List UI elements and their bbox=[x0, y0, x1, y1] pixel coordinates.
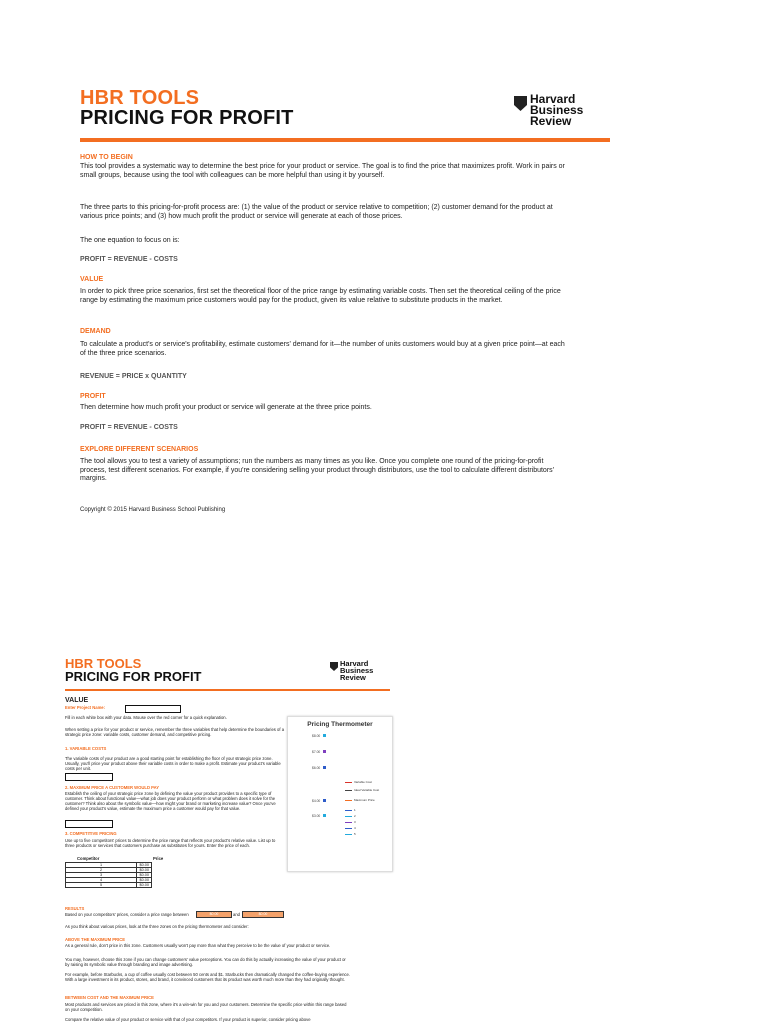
competitor-price[interactable]: $0.00 bbox=[137, 868, 152, 873]
setting-text: When setting a price for your product or service, remember the three variables that help determine the boundaries of a strategic price zone: variable costs, customer demand, and competitive pricing. bbox=[65, 727, 285, 737]
explore-heading: EXPLORE DIFFERENT SCENARIOS bbox=[80, 446, 199, 453]
legend-label: Maximum Price bbox=[354, 798, 375, 802]
legend-item bbox=[345, 814, 356, 818]
header-rule bbox=[80, 138, 610, 142]
logo-line-3: Review bbox=[340, 673, 366, 682]
legend-swatch bbox=[345, 828, 352, 829]
profit-equation-2: PROFIT = REVENUE - COSTS bbox=[80, 424, 178, 431]
legend-swatch bbox=[345, 816, 352, 817]
fill-text: Fill in each white box with your data. Mouse over the red corner for a quick explanation. bbox=[65, 715, 227, 720]
variable-costs-heading: 1. VARIABLE COSTS bbox=[65, 746, 107, 751]
logo-line-2: Business bbox=[530, 103, 584, 117]
competitor-price[interactable]: $0.00 bbox=[137, 878, 152, 883]
above-max-text: As a general rule, don't price in this zone. Customers usually won't pay more than what they perceive to be the value of your product or service. bbox=[65, 943, 331, 948]
variable-cost-input[interactable] bbox=[65, 773, 113, 781]
legend-swatch bbox=[345, 822, 352, 823]
legend-item bbox=[345, 808, 356, 812]
results-low-value: $0.00 bbox=[196, 911, 232, 918]
results-and: and bbox=[233, 912, 240, 917]
legend-swatch bbox=[345, 782, 352, 783]
demand-heading: DEMAND bbox=[80, 328, 111, 335]
results-text: Based on your competitors' prices, consider a price range between bbox=[65, 912, 189, 917]
pricing-thermometer bbox=[287, 716, 393, 872]
how-text: This tool provides a systematic way to determine the best price for your product or service. The goal is to find the price that maximizes profit. Work in pairs or small groups, because using the tool with colleagues can be more helpful than using it by yourself. bbox=[80, 163, 565, 179]
tick-label: $6.00 bbox=[312, 766, 321, 770]
tick-label: $3.00 bbox=[312, 814, 321, 818]
profit-equation: PROFIT = REVENUE - COSTS bbox=[80, 256, 178, 263]
legend-item bbox=[345, 788, 379, 792]
marker-square bbox=[323, 814, 326, 817]
logo-line-2: Business bbox=[340, 666, 374, 675]
competitor-name[interactable]: 5 bbox=[66, 883, 137, 888]
project-name-input[interactable] bbox=[125, 705, 181, 713]
marker-square bbox=[323, 750, 326, 753]
shield-icon bbox=[330, 662, 338, 671]
value-section-title: VALUE bbox=[65, 697, 89, 704]
between-text: Most products and services are priced in this zone, where it's a win-win for you and your customers. Determine the specific price within this range based on your competition. bbox=[65, 1002, 347, 1012]
tick-label: $7.00 bbox=[312, 750, 321, 754]
competitor-price[interactable]: $0.00 bbox=[137, 863, 152, 868]
thermometer-title: Pricing Thermometer bbox=[307, 721, 373, 728]
competitor-name[interactable]: 3 bbox=[66, 873, 137, 878]
competitor-name[interactable]: 2 bbox=[66, 868, 137, 873]
compare-text: Compare the relative value of your product or service with that of your competitors. If your product is superior, consider pricing above bbox=[65, 1017, 311, 1022]
tick-label: $8.00 bbox=[312, 734, 321, 738]
value-header-rule bbox=[65, 689, 390, 691]
legend-swatch bbox=[345, 790, 352, 791]
parts-text: The three parts to this pricing-for-profit process are: (1) the value of the product or service relative to competition; (2) customer demand for the product at various price points; and (3) how much profit the product or service will generate at each of those prices. bbox=[80, 204, 553, 220]
competitor-col-header: Competitor bbox=[77, 856, 100, 861]
legend-item bbox=[345, 832, 356, 836]
legend-item bbox=[345, 798, 375, 802]
results-heading: RESULTS bbox=[65, 906, 85, 911]
copyright: Copyright © 2015 Harvard Business School Publishing bbox=[80, 507, 226, 513]
logo-line-1: Harvard bbox=[340, 659, 369, 668]
tick-label: $4.00 bbox=[312, 799, 321, 803]
legend-label: Variable Cost bbox=[354, 780, 372, 784]
demand-text: To calculate a product's or service's profitability, estimate customers' demand for it—the number of units customers would buy at a given price point—at each of the three price scenarios. bbox=[80, 341, 565, 357]
legend-item bbox=[345, 820, 356, 824]
example-text: For example, before Starbucks, a cup of coffee usually cost between 50 cents and $1. Starbucks then dramatically changed the coffee-buying experience. With a large investment in its product, stores, and brand, it convinced customers that its product was worth much more than they had originally thought. bbox=[65, 972, 350, 982]
competitor-table bbox=[65, 862, 152, 888]
results-high-value: $0.00 bbox=[242, 911, 284, 918]
explore-text: The tool allows you to test a variety of assumptions; run the numbers as many times as you like. Once you complete one round of the pricing-for-profit process, test different scenarios. For example, if you're considering selling your product through distributors, use the tool to calculate different distributors' margins. bbox=[80, 458, 554, 482]
equation-intro: The one equation to focus on is: bbox=[80, 237, 180, 244]
profit-text: Then determine how much profit your product or service will generate at the three price points. bbox=[80, 404, 372, 411]
competitor-price[interactable]: $0.00 bbox=[137, 883, 152, 888]
above-max-heading: ABOVE THE MAXIMUM PRICE bbox=[65, 937, 126, 942]
legend-label: 5 bbox=[354, 832, 356, 836]
price-col-header: Price bbox=[153, 856, 164, 861]
value-text: In order to pick three price scenarios, first set the theoretical floor of the price range by estimating variable costs. Then set the theoretical ceiling of the price range by estimating the maximum price customers would pay for the product, given its value relative to substitute products in the market. bbox=[80, 288, 561, 304]
legend-swatch bbox=[345, 800, 352, 801]
table-row bbox=[66, 883, 152, 888]
revenue-equation: REVENUE = PRICE x QUANTITY bbox=[80, 373, 187, 380]
logo-line-3: Review bbox=[530, 114, 572, 128]
value-heading: VALUE bbox=[80, 276, 104, 283]
logo-line-1: Harvard bbox=[530, 92, 576, 106]
variable-costs-text: The variable costs of your product are a good starting point for establishing the floor of your strategic price zone. Usually, you'll price your product above their variable costs in order to make a profit. Estimate your product's variable costs per unit. bbox=[65, 756, 281, 771]
legend-swatch bbox=[345, 810, 352, 811]
may-text: You may, however, choose this zone if you can change customers' value perceptions. You can do this by actually increasing the value of your product or by raising its symbolic value through branding and image advertising. bbox=[65, 957, 346, 967]
value-brand-title: PRICING FOR PROFIT bbox=[65, 669, 202, 684]
legend-label: 4 bbox=[354, 826, 356, 830]
legend-item bbox=[345, 826, 356, 830]
max-price-heading: 2. MAXIMUM PRICE A CUSTOMER WOULD PAY bbox=[65, 785, 160, 790]
brand-top: HBR TOOLS bbox=[80, 87, 200, 109]
legend-label: 2 bbox=[354, 814, 356, 818]
legend-label: 3 bbox=[354, 820, 356, 824]
marker-square bbox=[323, 799, 326, 802]
legend-label: 1 bbox=[354, 808, 356, 812]
legend-swatch bbox=[345, 834, 352, 835]
brand-title: PRICING FOR PROFIT bbox=[80, 107, 294, 129]
marker-square bbox=[323, 766, 326, 769]
project-label: Enter Project Name: bbox=[65, 705, 106, 710]
competitive-text: Use up to five competitors' prices to determine the price range that reflects your product's relative value. List up to three products or services that customers purchase as substitutes for yours. Enter the price of each. bbox=[65, 838, 276, 848]
think-text: As you think about various prices, look at the three zones on the pricing thermometer and consider: bbox=[65, 924, 249, 929]
profit-heading: PROFIT bbox=[80, 393, 106, 400]
competitor-price[interactable]: $0.00 bbox=[137, 873, 152, 878]
competitive-heading: 3. COMPETITIVE PRICING bbox=[65, 831, 117, 836]
legend-item bbox=[345, 780, 372, 784]
competitor-name[interactable]: 4 bbox=[66, 878, 137, 883]
competitor-name[interactable]: 1 bbox=[66, 863, 137, 868]
max-price-text: Establish the ceiling of your strategic price zone by defining the value your product provides to a specific type of customer. Think about functional value—what job does your product perform or what problem does it solve for the customer? Think also about the symbolic value—how might your brand or marketing increase value? Once you've defined your product's value, estimate the maximum price a customer would pay for that value. bbox=[65, 791, 276, 811]
legend-label: Ideal Variable Cost bbox=[354, 788, 380, 792]
how-heading: HOW TO BEGIN bbox=[80, 154, 133, 161]
max-price-input[interactable] bbox=[65, 820, 113, 828]
shield-icon bbox=[514, 96, 527, 111]
between-heading: BETWEEN COST AND THE MAXIMUM PRICE bbox=[65, 995, 154, 1000]
hbr-logo bbox=[514, 94, 583, 127]
value-brand-top: HBR TOOLS bbox=[65, 656, 142, 671]
marker-square bbox=[323, 734, 326, 737]
value-hbr-logo bbox=[330, 660, 373, 681]
